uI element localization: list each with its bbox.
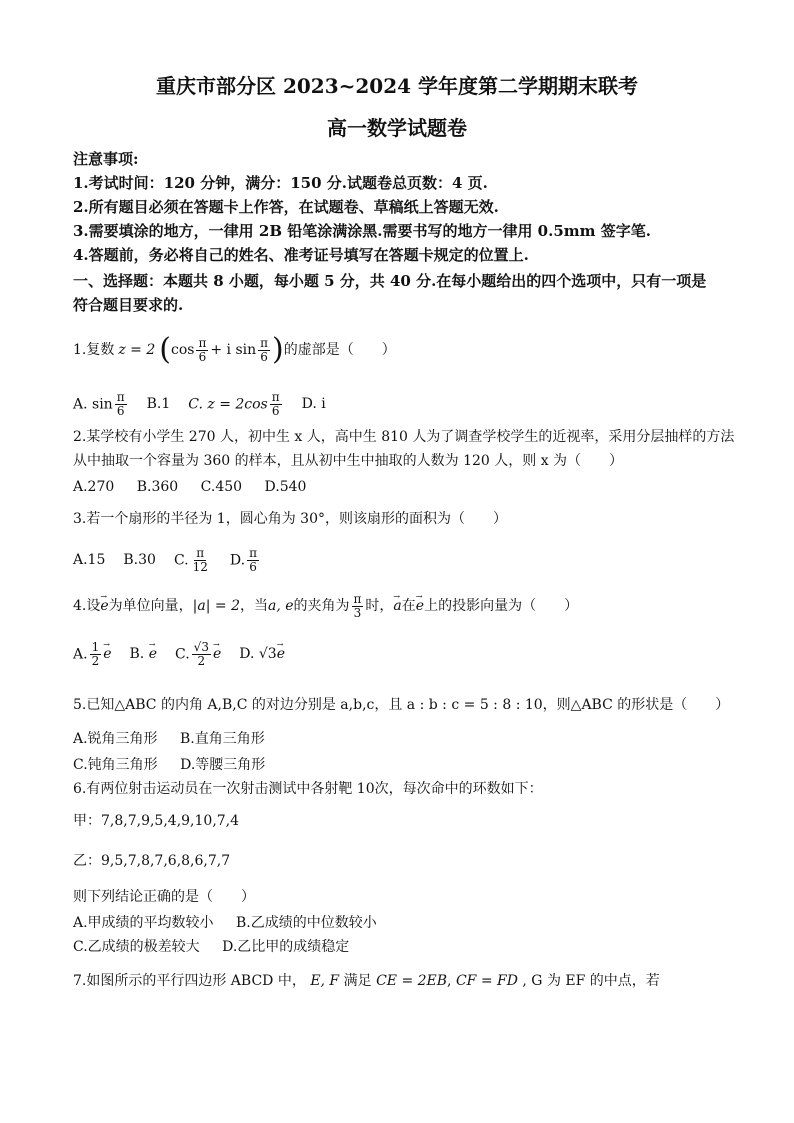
q7-cond2: CF = FD <box>455 973 518 989</box>
q4-options <box>73 634 303 674</box>
q4-vector-e-2: → e <box>416 597 424 615</box>
q3-option-b: B.30 <box>123 552 156 568</box>
q1-options <box>73 386 344 422</box>
q3-option-c: C. $\frac{\pi}{12}$ <box>173 545 208 574</box>
q4-option-c: C. $\frac{√3}{2}$ → e <box>175 641 221 668</box>
q6-option-b: B.乙成绩的中位数较小 <box>236 915 377 931</box>
q2-option-a: A.270 <box>73 479 115 495</box>
q6-options-row1 <box>73 914 395 932</box>
q6-options-row2 <box>73 938 367 956</box>
q5-options-row2 <box>73 756 283 774</box>
q4-part2: 为单位向量， <box>108 598 193 614</box>
notes-heading: 注意事项: <box>73 150 139 168</box>
q1-frac-2: $\frac{\pi}{6}$ <box>260 335 269 364</box>
q4-part3: ，当 <box>239 598 268 614</box>
q3-text: 3.若一个扇形的半径为 1，圆心角为 30°，则该扇形的面积为（ ） <box>73 511 507 527</box>
q1-plus-isin: + i sin <box>210 342 257 358</box>
note-item-1: 1.考试时间：120 分钟，满分：150 分.试题卷总页数：4 页. <box>73 174 488 192</box>
exam-subtitle: 高一数学试题卷 <box>327 116 467 140</box>
q2-option-d: D.540 <box>264 479 307 495</box>
q4-vector-a: → a <box>393 597 401 615</box>
q1-open-paren: ( <box>159 332 171 367</box>
q7-satisfy: 满足 <box>343 973 372 989</box>
q6-option-a: A.甲成绩的平均数较小 <box>73 915 214 931</box>
q1-option-b: B.1 <box>146 396 171 412</box>
section1-intro-line2: 符合题目要求的. <box>73 296 184 314</box>
q7-prefix: 7.如图所示的平行四边形 ABCD 中， <box>73 973 306 989</box>
question-1 <box>73 330 396 370</box>
exam-title: 重庆市部分区 2023~2024 学年度第二学期期末联考 <box>155 74 638 98</box>
q6-text: 6.有两位射击运动员在一次射击测试中各射靶 10次，每次命中的环数如下： <box>73 781 543 797</box>
question-4 <box>73 588 578 624</box>
q5-options-row1 <box>73 730 283 748</box>
q2-option-b: B.360 <box>136 479 179 495</box>
q5-option-b: B.直角三角形 <box>180 731 265 747</box>
q3-option-d: D. $\frac{\pi}{6}$ <box>229 545 257 574</box>
q1-expr-left: z = 2 <box>118 342 156 358</box>
q2-option-c: C.450 <box>200 479 243 495</box>
q4-part6: 在 <box>401 598 416 614</box>
q2-line-1: 2.某学校有小学生 270 人，初中生 x 人，高中生 810 人为了调查学校学生的近视率，采用分层抽样的方法 <box>73 429 735 445</box>
q5-option-d: D.等腰三角形 <box>180 757 266 773</box>
q6-yi-scores: 乙：9,5,7,8,7,6,8,6,7,7 <box>73 853 231 869</box>
q4-abs-a: |a| = 2 <box>192 598 240 614</box>
question-7: 7.如图所示的平行四边形 ABCD 中， E, F 满足 CE = 2EB, CF = FD , G 为 EF 的中点，若 <box>73 973 660 989</box>
q6-option-d: D.乙比甲的成绩稳定 <box>222 939 350 955</box>
q7-ef: E, F <box>310 973 340 989</box>
q1-option-d: D. i <box>301 396 326 412</box>
section1-intro-line1: 一、选择题：本题共 8 小题，每小题 5 分，共 40 分.在每小题给出的四个选项中，只有一项是 <box>73 272 707 290</box>
q4-part4: 的夹角为 <box>293 598 350 614</box>
note-item-3: 3.需要填涂的地方，一律用 2B 铅笔涂满涂黑.需要书写的地方一律用 0.5mm 签字笔. <box>73 222 651 240</box>
q7-tail: , G 为 EF 的中点，若 <box>522 973 660 989</box>
note-item-2: 2.所有题目必须在答题卡上作答，在试题卷、草稿纸上答题无效. <box>73 198 499 216</box>
q5-option-a: A.锐角三角形 <box>73 731 158 747</box>
q3-options <box>73 542 279 578</box>
q4-option-a: A. $\frac{1}{2}$ → e <box>73 641 112 668</box>
q1-option-c: C. z = 2cos $\frac{\pi}{6}$ <box>188 389 280 418</box>
q2-line-2: 从中抽取一个容量为 360 的样本，且从初中生中抽取的人数为 120 人，则 x 为（ ） <box>73 453 624 469</box>
q1-suffix: 的虚部是（ ） <box>283 342 396 358</box>
q4-option-b: B. → e <box>130 645 158 663</box>
q4-angle: $\frac{\pi}{3}$ <box>353 591 362 620</box>
q6-option-c: C.乙成绩的极差较大 <box>73 939 200 955</box>
q7-cond1: CE = 2EB <box>376 973 448 989</box>
q5-text: 5.已知△ABC 的内角 A,B,C 的对边分别是 a,b,c，且 a : b : c = 5 : 8 : 10，则△ABC 的形状是（ ） <box>73 697 730 713</box>
q1-option-a: A. sin $\frac{\pi}{6}$ <box>73 389 125 418</box>
q2-options <box>73 478 324 496</box>
q4-part5: 时， <box>365 598 394 614</box>
q1-frac-1: $\frac{\pi}{6}$ <box>198 335 207 364</box>
q4-vectors-ae: a, e <box>267 598 294 614</box>
q4-part1: 4.设 <box>73 598 101 614</box>
q1-cos: cos <box>171 342 195 358</box>
q5-option-c: C.钝角三角形 <box>73 757 158 773</box>
q4-part7: 上的投影向量为（ ） <box>424 598 579 614</box>
q6-question: 则下列结论正确的是（ ） <box>73 889 255 905</box>
q4-option-d: D. √3→ e <box>239 645 285 663</box>
q1-prefix: 1.复数 <box>73 342 115 358</box>
note-item-4: 4.答题前，务必将自己的姓名、准考证号填写在答题卡规定的位置上. <box>73 246 529 264</box>
q6-jia-scores: 甲：7,8,7,9,5,4,9,10,7,4 <box>73 813 240 829</box>
q4-vector-e: → e <box>100 597 108 615</box>
q1-close-paren: ) <box>272 332 284 367</box>
q3-option-a: A.15 <box>73 552 106 568</box>
